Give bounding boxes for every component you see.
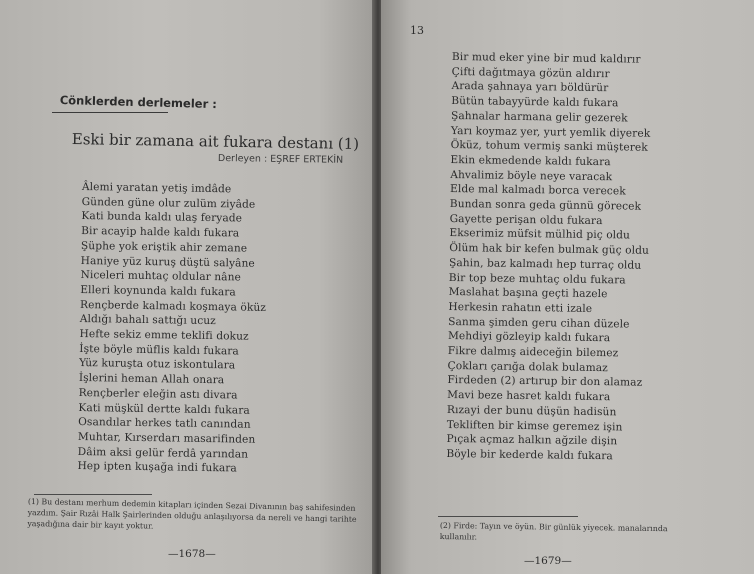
poem-line: Rençberler eleğin astı divara: [78, 386, 238, 402]
poem-line: Herkesin rahatın etti izale: [448, 300, 593, 315]
footnote: (2) Firde: Tayın ve öyün. Bir günlük yiyecek. manalarında kullanılır.: [439, 520, 668, 542]
compiler-credit: Derleyen : EŞREF ERTEKİN: [217, 153, 344, 166]
poem-line: Ahvalimiz böyle neye varacak: [450, 168, 613, 183]
poem-line: Öküz, tohum vermiş sanki müşterek: [450, 139, 648, 154]
poem-line: Fikre dalmış aideceğin bilemez: [447, 345, 619, 360]
poem-line: Günden güne olur zulüm ziyâde: [81, 195, 256, 211]
poem-line: Rençberde kalmadı koşmaya öküz: [79, 298, 267, 314]
poem-line: Şüphe yok eriştik ahir zemane: [80, 239, 248, 255]
poem-line: Çokları çarığa dolak bulamaz: [447, 359, 608, 374]
poem-line: Âlemi yaratan yetiş imdâde: [81, 180, 232, 196]
poem-line: Elde mal kalmadı borca verecek: [449, 183, 626, 198]
header-number: 13: [410, 24, 424, 37]
poem-line: Niceleri muhtaç oldular nâne: [80, 269, 242, 284]
poem-line: Haniye yüz kuruş düştü salyâne: [80, 254, 255, 270]
left-poem: [77, 180, 268, 477]
footnote: (1) Bu destanı merhum dedemin kitapları içinden Sezai Divanının baş sahifesinden yazdım. Şair Rızâi Halk Şairlerinden olduğu anlaşılıyorsa da nereli ve hangi tarihte yaşadığına dair bir kayıt yoktur.: [27, 496, 357, 531]
poem-line: Rızayi der bunu düşün hadisün: [446, 403, 617, 419]
poem-line: Elleri koynunda kaldı fukara: [80, 283, 236, 299]
poem-line: Böyle bir kederde kaldı fukara: [446, 447, 613, 463]
poem-line: Ölüm hak bir kefen bulmak güç oldu: [449, 242, 650, 257]
poem-line: Çifti dağıtmaya gözün aldırır: [451, 65, 610, 80]
poem-line: Arada şahnaya yarı böldürür: [451, 80, 609, 95]
poem-line: Muhtar, Kırserdarı masarifinden: [77, 430, 256, 446]
poem-line: Kati müşkül dertte kaldı fukara: [78, 401, 250, 417]
section-heading: Cönklerden derlemeler :: [59, 93, 218, 112]
poem-line: Ekin ekmedende kaldı fukara: [450, 153, 611, 169]
footnote-rule: [34, 494, 152, 495]
poem-line: Gayette perişan oldu fukara: [449, 212, 603, 227]
poem-line: Ekserimiz müfsit mülhid piç oldu: [449, 227, 631, 242]
poem-line: Bütün tabayyürde kaldı fukara: [451, 95, 619, 110]
poem-line: Maslahat başına geçti hazele: [448, 286, 608, 301]
poem-line: Bundan sonra geda günnü görecek: [449, 198, 642, 213]
poem-line: Kati bunda kaldı ulaş feryade: [81, 210, 243, 225]
page-number: —1678—: [168, 548, 216, 560]
footnote-rule: [438, 516, 578, 517]
poem-line: Hefte sekiz emme teklifi dokuz: [79, 328, 249, 343]
poem-line: Osandılar herkes tatlı canından: [78, 416, 251, 431]
poem-line: Dâim aksi gelür ferdâ yarından: [77, 445, 249, 461]
poem-line: Mavi beze hasret kaldı fukara: [447, 389, 611, 404]
poem-line: İşlerini heman Allah onara: [78, 372, 225, 387]
poem-line: Şahnalar harmana gelir gezerek: [450, 109, 628, 125]
poem-line: Yüz kuruşta otuz iskontulara: [79, 357, 236, 372]
page-number: —1679—: [524, 555, 572, 567]
poem-line: Tekliften bir kimse geremez işin: [446, 418, 623, 433]
poem-line: Aldığı bahalı sattığı ucuz: [79, 313, 216, 328]
poem-line: Bir acayip halde kaldı fukara: [81, 225, 240, 240]
poem-line: Bir top beze muhtaç oldu fukara: [448, 271, 626, 286]
poem-line: Yarı koymaz yer, yurt yemlik diyerek: [450, 124, 651, 140]
article-title: Eski bir zamana ait fukara destanı (1): [71, 130, 360, 154]
poem-line: Mehdiyi gözleyip kaldı fukara: [447, 330, 611, 345]
poem-line: Firdeden (2) artırup bir don alamaz: [447, 374, 643, 390]
heading-rule: [52, 112, 168, 113]
poem-line: Sanma şimden geru cihan düzele: [448, 315, 630, 331]
poem-line: İşte böyle müflis kaldı fukara: [79, 342, 240, 358]
poem-line: Bir mud eker yine bir mud kaldırır: [451, 50, 641, 66]
poem-line: Pıçak açmaz halkın ağzile dişin: [446, 433, 618, 448]
right-poem: [446, 50, 651, 464]
poem-line: Şahin, baz kalmadı hep turraç oldu: [448, 256, 642, 272]
poem-line: Hep ipten kuşağa indi fukara: [77, 460, 237, 475]
